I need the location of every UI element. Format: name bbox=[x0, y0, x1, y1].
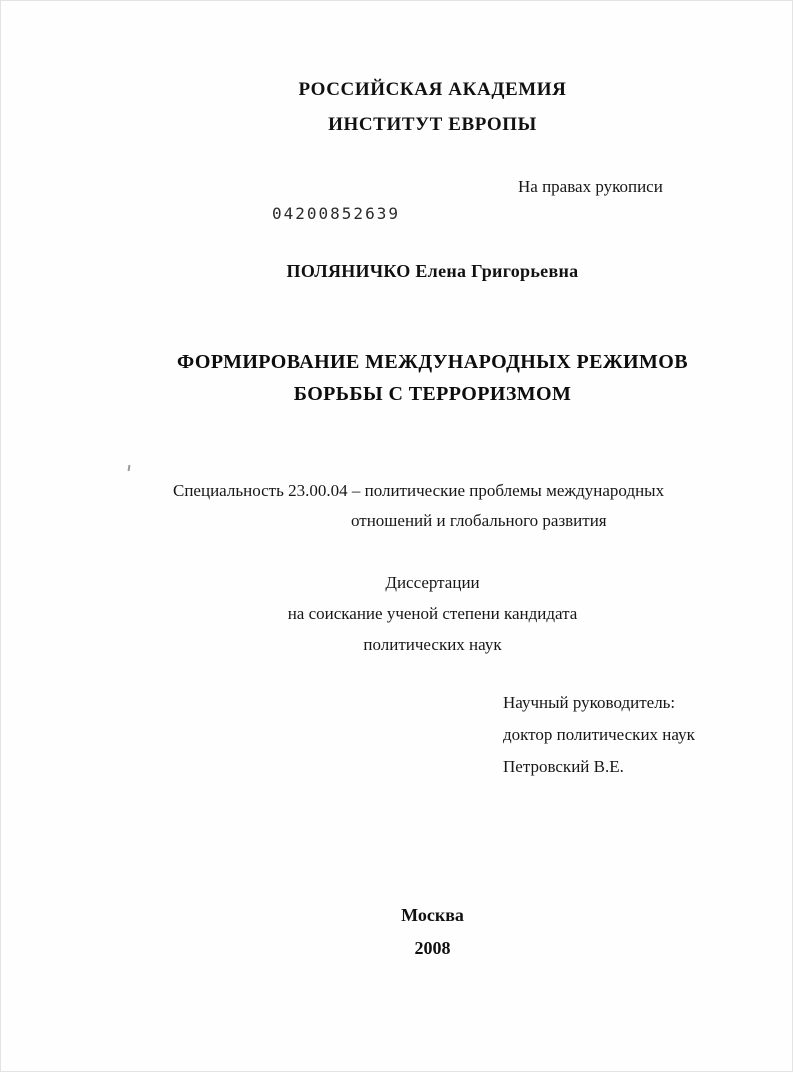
dissertation-title-line1: ФОРМИРОВАНИЕ МЕЖДУНАРОДНЫХ РЕЖИМОВ bbox=[177, 351, 688, 373]
scan-speck-artifact bbox=[128, 465, 131, 471]
thesis-type-line2: на соискание ученой степени кандидата bbox=[287, 604, 578, 623]
specialty-line2: отношений и глобального развития bbox=[351, 511, 607, 530]
specialty-line1: Специальность 23.00.04 – политические проблемы международных bbox=[173, 481, 665, 500]
registration-stamp-number: 04200852639 bbox=[272, 204, 400, 223]
institution-name-line1: РОССИЙСКАЯ АКАДЕМИЯ bbox=[298, 79, 567, 100]
institution-name-line2: ИНСТИТУТ ЕВРОПЫ bbox=[328, 114, 537, 135]
supervisor-name: Петровский В.Е. bbox=[503, 757, 624, 776]
author-name: ПОЛЯНИЧКО Елена Григорьевна bbox=[286, 261, 579, 281]
manuscript-rights-note: На правах рукописи bbox=[518, 177, 663, 196]
supervisor-degree: доктор политических наук bbox=[503, 725, 695, 744]
publication-city: Москва bbox=[401, 905, 464, 925]
supervisor-label: Научный руководитель: bbox=[503, 693, 676, 712]
thesis-type-line3: политических наук bbox=[363, 635, 502, 654]
publication-year: 2008 bbox=[414, 938, 451, 958]
dissertation-title-line2: БОРЬБЫ С ТЕРРОРИЗМОМ bbox=[293, 383, 572, 405]
thesis-type-line1: Диссертации bbox=[385, 573, 480, 592]
